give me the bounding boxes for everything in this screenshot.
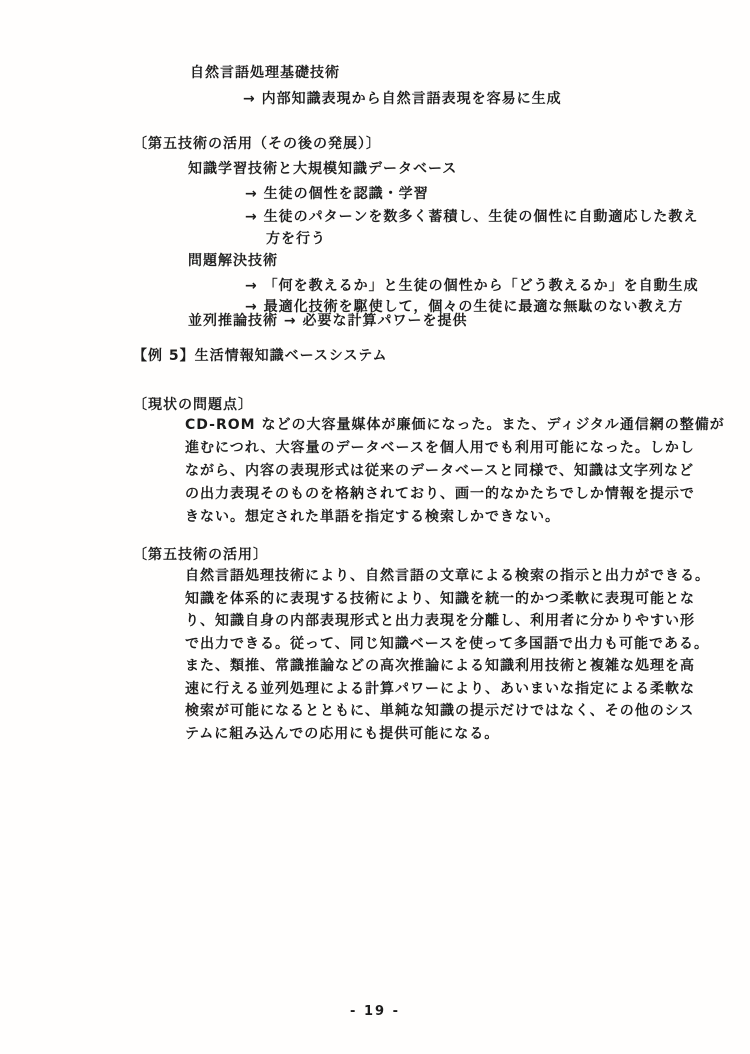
nlp-base-result-line: → 内部知識表現から自然言語表現を容易に生成	[243, 91, 562, 107]
paragraph-line: り、知識自身の内部表現形式と出力表現を分離し、利用者に分かりやすい形	[185, 613, 695, 629]
fifth-use-heading: 〔第五技術の活用〕	[133, 547, 268, 563]
outline-item: 問題解決技術	[188, 253, 278, 269]
current-problems-heading: 〔現状の問題点〕	[133, 397, 253, 413]
paragraph-line: の出力表現そのものを格納されており、画一的なかたちでしか情報を提示で	[185, 486, 695, 502]
paragraph-line: きない。想定された単語を指定する検索しかできない。	[185, 509, 560, 525]
example5-title: 【例 5】生活情報知識ベースシステム	[133, 348, 388, 364]
outline-continuation-line: 方を行う	[266, 231, 326, 247]
outline-arrow-item: → 最適化技術を駆使して，個々の生徒に最適な無駄のない教え方	[245, 299, 684, 315]
outline-arrow-item: → 生徒の個性を認識・学習	[245, 186, 429, 202]
current-problems-paragraph	[185, 414, 725, 529]
paragraph-line: 検索が可能になるとともに、単純な知識の提示だけではなく、その他のシス	[185, 703, 695, 719]
outline-item: 知識学習技術と大規模知識データベース	[188, 161, 458, 177]
paragraph-line: 知識を体系的に表現する技術により、知識を統一的かつ柔軟に表現可能とな	[185, 590, 695, 607]
page-number: - 19 -	[350, 1004, 400, 1019]
nlp-base-title: 自然言語処理基礎技術	[190, 65, 340, 81]
paragraph-line: 進むにつれ、大容量のデータベースを個人用でも利用可能になった。しかし	[185, 440, 695, 456]
fifth-use-later-heading: 〔第五技術の活用（その後の発展）〕	[133, 136, 381, 152]
paragraph-line: ながら、内容の表現形式は従来のデータベースと同様で、知識は文字列など	[185, 463, 695, 479]
paragraph-line: また、類推、常識推論などの高次推論による知識利用技術と複雑な処理を高	[185, 658, 695, 674]
fifth-use-paragraph	[185, 565, 715, 745]
paragraph-line: 速に行える並列処理による計算パワーにより、あいまいな指定による柔軟な	[185, 680, 695, 697]
paragraph-line: 自然言語処理技術により、自然言語の文章による検索の指示と出力ができる。	[185, 568, 710, 584]
outline-arrow-item: → 「何を教えるか」と生徒の個性から「どう教えるか」を自動生成	[245, 278, 699, 294]
outline-arrow-item: → 生徒のパターンを数多く蓄積し、生徒の個性に自動適応した教え	[245, 209, 699, 225]
paragraph-line: で出力できる。従って、同じ知識ベースを使って多国語で出力も可能である。	[185, 635, 710, 652]
outline-item: 並列推論技術 → 必要な計算パワーを提供	[188, 313, 468, 329]
paragraph-line: CD-ROM などの大容量媒体が廉価になった。また、ディジタル通信網の整備が	[185, 417, 725, 433]
paragraph-line: テムに組み込んでの応用にも提供可能になる。	[185, 725, 500, 742]
